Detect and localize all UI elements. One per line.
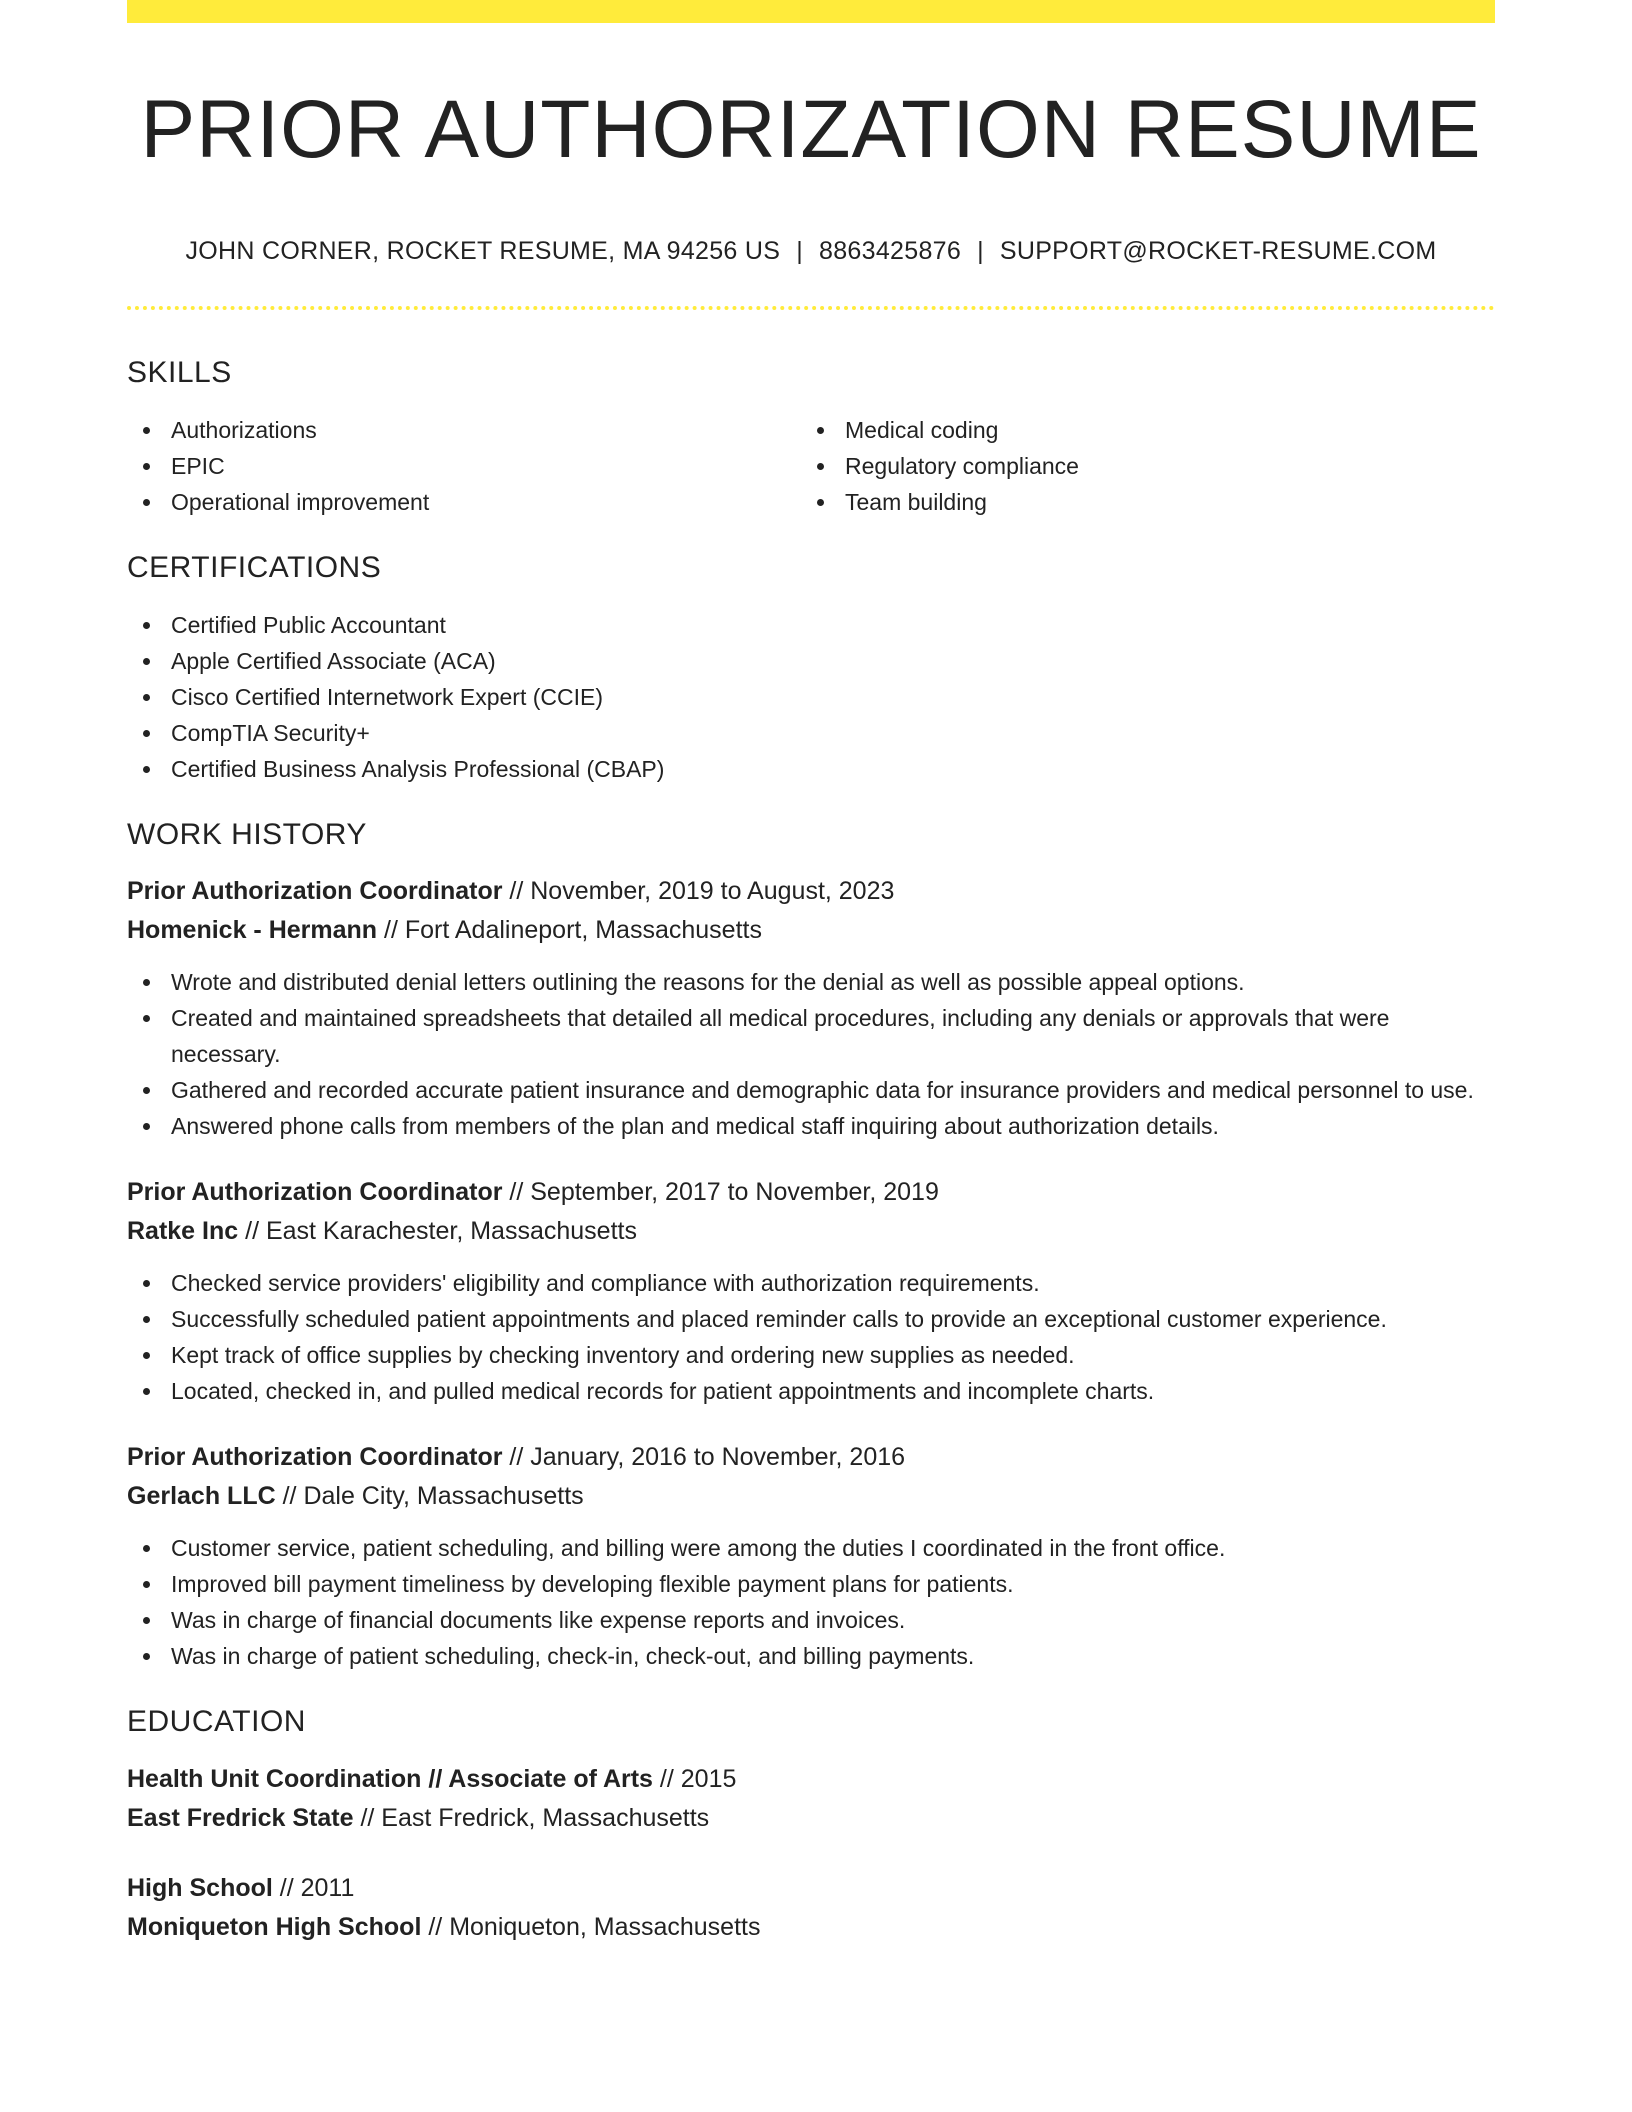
skill-item: Operational improvement [127,484,801,520]
resume-title: PRIOR AUTHORIZATION RESUME [140,84,1482,175]
job-bullets [127,1530,1495,1674]
job-entry [127,1438,1495,1674]
job-dates: // November, 2019 to August, 2023 [509,877,895,905]
certification-item: CompTIA Security+ [127,715,1495,751]
job-company: Ratke Inc [127,1217,239,1245]
certifications-list [127,607,1495,787]
job-entry [127,1173,1495,1409]
contact-separator: | [796,237,804,265]
job-company-line [127,911,1495,950]
skill-item: Regulatory compliance [801,448,1475,484]
skill-item: Authorizations [127,412,801,448]
education-year: // 2011 [279,1874,355,1902]
education-degree: Health Unit Coordination // Associate of Arts [127,1765,653,1793]
resume-page [127,0,1495,1947]
job-title: Prior Authorization Coordinator [127,877,503,905]
job-bullet: Was in charge of financial documents like expense reports and invoices. [127,1602,1495,1638]
job-bullets [127,964,1495,1144]
job-dates: // September, 2017 to November, 2019 [509,1178,939,1206]
certification-item: Apple Certified Associate (ACA) [127,643,1495,679]
skills-heading: SKILLS [127,356,232,389]
contact-email: SUPPORT@ROCKET-RESUME.COM [999,237,1437,265]
skills-column-right [801,412,1475,520]
education-degree-line [127,1869,1495,1908]
contact-separator: | [977,237,984,265]
job-title-line [127,1438,1495,1477]
skill-item: Medical coding [801,412,1475,448]
job-company-line [127,1477,1495,1516]
job-bullet: Gathered and recorded accurate patient insurance and demographic data for insurance providers and medical personnel to use. [127,1072,1495,1108]
job-title: Prior Authorization Coordinator [127,1178,503,1206]
certification-item: Cisco Certified Internetwork Expert (CCIE) [127,679,1495,715]
job-title-line [127,872,1495,911]
job-bullet: Answered phone calls from members of the plan and medical staff inquiring about authorization details. [127,1108,1495,1144]
education-heading: EDUCATION [127,1705,306,1738]
skills-list [127,412,1495,520]
job-location: // East Karachester, Massachusetts [245,1217,637,1245]
job-bullet: Checked service providers' eligibility and compliance with authorization requirements. [127,1265,1495,1301]
contact-address: JOHN CORNER, ROCKET RESUME, MA 94256 US [185,237,781,265]
job-bullets [127,1265,1495,1409]
education-location: // East Fredrick, Massachusetts [360,1804,710,1832]
job-company: Gerlach LLC [127,1482,276,1510]
education-year: // 2015 [659,1765,737,1793]
accent-top-bar [127,0,1495,23]
certifications-heading: CERTIFICATIONS [127,551,382,584]
job-bullet: Improved bill payment timeliness by developing flexible payment plans for patients. [127,1566,1495,1602]
job-bullet: Successfully scheduled patient appointments and placed reminder calls to provide an exceptional customer experience. [127,1301,1495,1337]
education-school: East Fredrick State [127,1804,354,1832]
education-degree-line [127,1760,1495,1799]
job-bullet: Was in charge of patient scheduling, check-in, check-out, and billing payments. [127,1638,1495,1674]
work-history-heading: WORK HISTORY [127,818,367,851]
certification-item: Certified Public Accountant [127,607,1495,643]
job-title: Prior Authorization Coordinator [127,1443,503,1471]
contact-phone: 8863425876 [819,237,962,265]
job-bullet: Created and maintained spreadsheets that detailed all medical procedures, including any denials or approvals that were necessary. [127,1000,1495,1072]
education-location: // Moniqueton, Massachusetts [428,1913,761,1941]
skill-item: EPIC [127,448,801,484]
education-entry [127,1869,1495,1947]
education-entry [127,1760,1495,1838]
education-school-line [127,1799,1495,1838]
skill-item: Team building [801,484,1475,520]
education-school-line [127,1908,1495,1947]
education-school: Moniqueton High School [127,1913,422,1941]
certification-item: Certified Business Analysis Professional (CBAP) [127,751,1495,787]
job-bullet: Wrote and distributed denial letters outlining the reasons for the denial as well as possible appeal options. [127,964,1495,1000]
job-location: // Dale City, Massachusetts [282,1482,584,1510]
job-title-line [127,1173,1495,1212]
job-entry [127,872,1495,1144]
job-company: Homenick - Hermann [127,916,378,944]
contact-line [127,235,1495,267]
job-company-line [127,1212,1495,1251]
job-dates: // January, 2016 to November, 2016 [509,1443,906,1471]
job-location: // Fort Adalineport, Massachusetts [384,916,762,944]
job-bullet: Kept track of office supplies by checking inventory and ordering new supplies as needed. [127,1337,1495,1373]
job-bullet: Customer service, patient scheduling, and billing were among the duties I coordinated in the front office. [127,1530,1495,1566]
dotted-divider [127,306,1495,310]
education-degree: High School [127,1874,273,1902]
job-bullet: Located, checked in, and pulled medical records for patient appointments and incomplete charts. [127,1373,1495,1409]
skills-column-left [127,412,801,520]
